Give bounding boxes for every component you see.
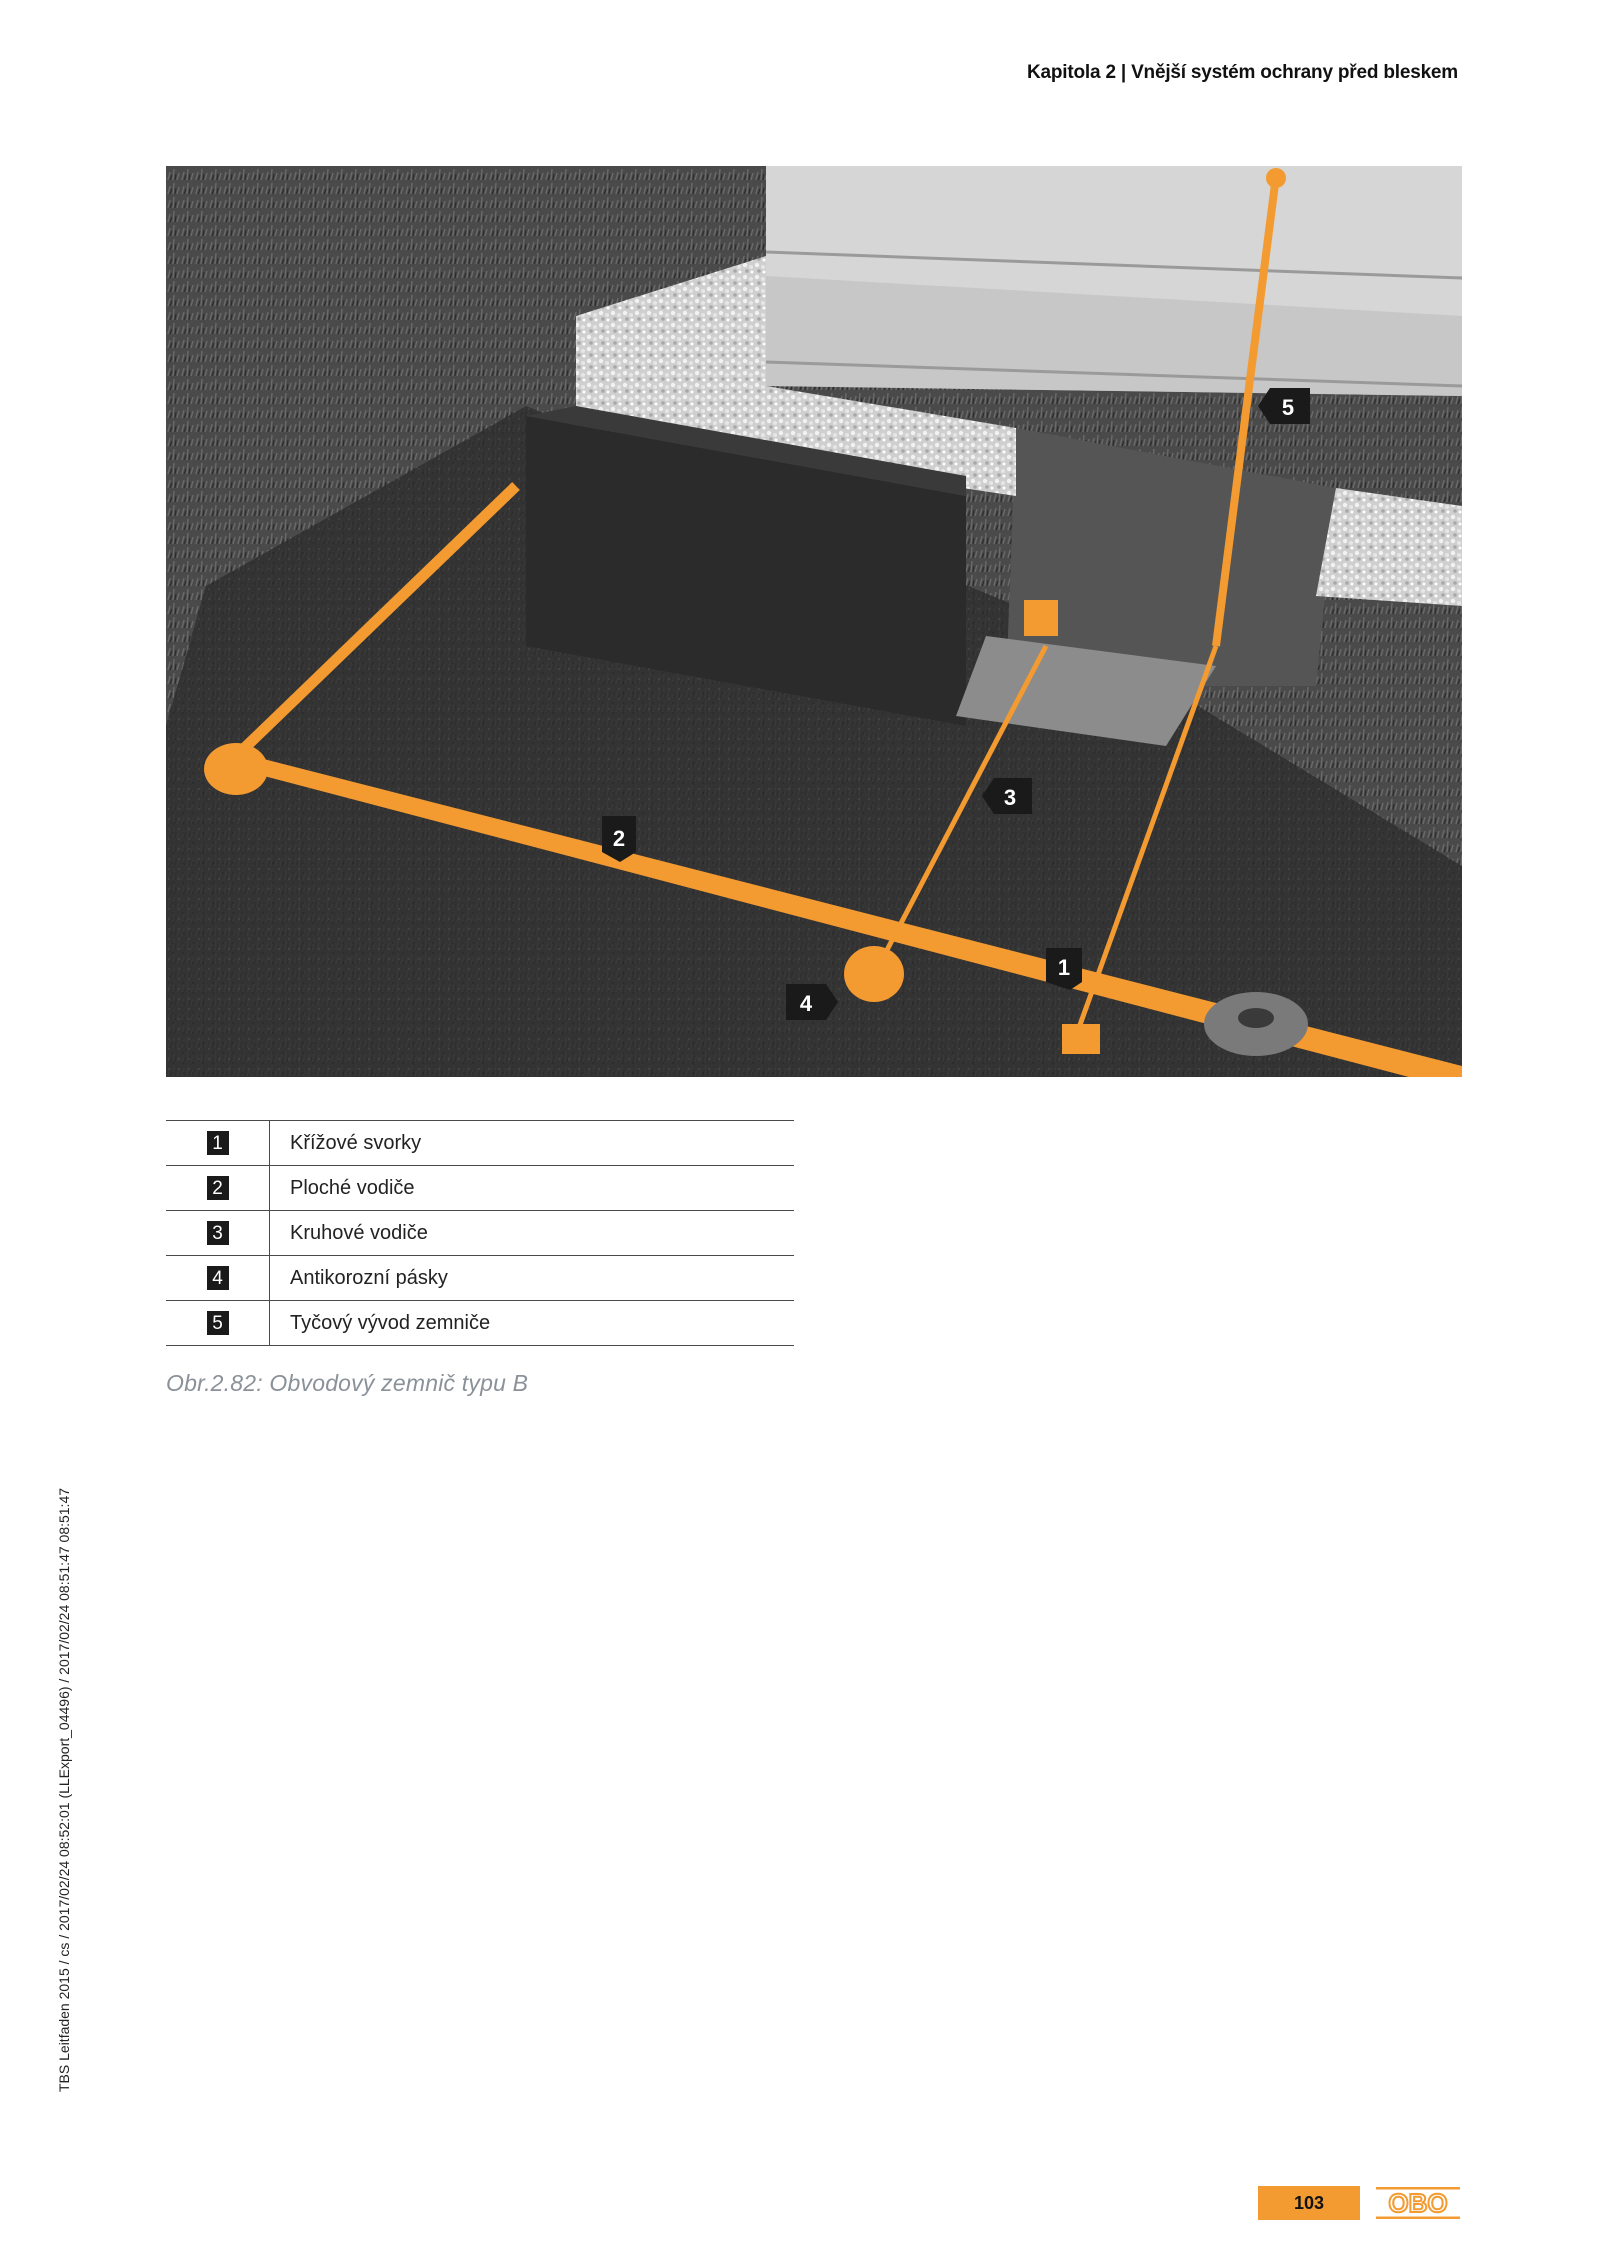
svg-text:2: 2 [612,826,626,851]
legend-row [166,1210,794,1255]
legend-label: Křížové svorky [290,1131,422,1154]
legend-number: 1 [207,1131,229,1155]
legend-label: Antikorozní pásky [290,1266,448,1289]
legend-row [166,1300,794,1346]
svg-text:1: 1 [1057,955,1071,980]
legend-row [166,1120,794,1165]
gravel-strip-right [1316,488,1462,606]
corrosion-tape [844,946,904,1002]
svg-text:4: 4 [799,991,813,1016]
svg-text:5: 5 [1281,395,1295,420]
legend-number: 2 [207,1176,229,1200]
corrosion-tape-corner [204,743,268,795]
grounding-illustration [166,166,1462,1077]
legend-number: 4 [207,1266,229,1290]
figure-caption: Obr.2.82: Obvodový zemnič typu B [166,1370,529,1396]
legend-label: Ploché vodiče [290,1176,415,1199]
cross-clamp [1062,1024,1100,1054]
legend-label: Tyčový vývod zemniče [290,1311,491,1334]
svg-text:3: 3 [1003,785,1017,810]
legend-row [166,1165,794,1210]
connection-box [1024,600,1058,636]
earth-electrode-scene [166,166,1462,1077]
chapter-header: Kapitola 2 | Vnější systém ochrany před bleskem [1027,62,1458,83]
svg-text:OBO: OBO [1388,2188,1448,2218]
figure-legend [166,1120,794,1346]
page-number: 103 [1258,2186,1360,2220]
legend-label: Kruhové vodiče [290,1221,428,1244]
obo-logo [1376,2186,1460,2220]
legend-row [166,1255,794,1300]
export-metadata-note: TBS Leitfaden 2015 / cs / 2017/02/24 08:52:01 (LLExport_04496) / 2017/02/24 08:51:47 08:51:47 [56,1487,72,2092]
legend-number: 3 [207,1221,229,1245]
callout-1 [1046,948,1082,990]
legend-number: 5 [207,1311,229,1335]
